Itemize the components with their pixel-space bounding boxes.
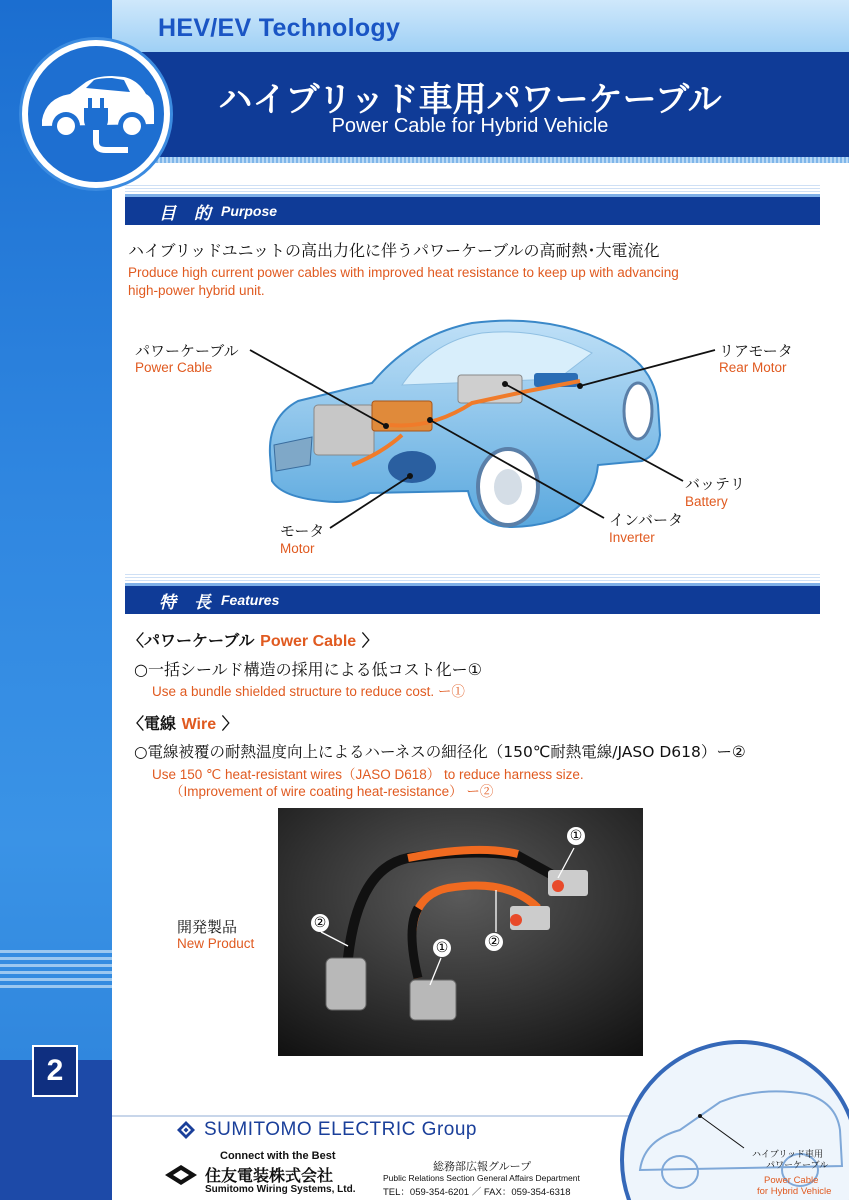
label-motor-en: Motor — [280, 541, 315, 556]
purpose-text-en-1: Produce high current power cables with improved heat resistance to keep up with advancing — [128, 265, 679, 280]
features-heading-jp: 特 長 — [159, 593, 217, 613]
feature-cable-heading-jp: 〈パワーケーブル — [128, 631, 255, 650]
feature-cable-heading-close: 〉 — [361, 631, 378, 650]
page-number: 2 — [32, 1045, 78, 1097]
section-tag: HEV/EV Technology — [158, 14, 401, 42]
purpose-heading-jp: 目 的 — [159, 204, 217, 224]
feature-cable-item-jp: ○一括シールド構造の採用による低コスト化ー① — [134, 660, 482, 679]
diamond-logo-icon — [176, 1120, 196, 1140]
label-power-cable-en: Power Cable — [135, 360, 213, 375]
corner-label-en-1: Power Cable — [764, 1175, 819, 1186]
feature-wire-heading-close: 〉 — [221, 714, 238, 733]
label-battery-en: Battery — [685, 494, 728, 509]
department-jp: 総務部広報グループ — [433, 1160, 532, 1173]
features-heading-en: Features — [221, 592, 280, 608]
photo-marker-1a: ① — [567, 827, 585, 845]
label-inverter-en: Inverter — [609, 530, 655, 545]
page-title-en: Power Cable for Hybrid Vehicle — [331, 115, 609, 137]
corner-label-jp-1: ハイブリッド車用 — [752, 1150, 824, 1160]
label-battery-jp: バッテリ — [685, 475, 746, 493]
label-rear-motor-jp: リアモータ — [719, 342, 793, 360]
page-title-jp: ハイブリッド車用パワーケーブル — [218, 80, 722, 120]
department-en: Public Relations Section General Affairs Department — [383, 1173, 580, 1183]
feature-wire-item-en-2: （Improvement of wire coating heat-resistance） ー② — [170, 784, 494, 799]
photo-marker-2a: ② — [311, 914, 329, 932]
photo-marker-1b: ① — [433, 939, 451, 957]
feature-wire-heading-en: Wire — [181, 716, 217, 733]
label-rear-motor-en: Rear Motor — [719, 360, 787, 375]
feature-wire-item-en-1: Use 150 ℃ heat-resistant wires（JASO D618） to reduce harness size. — [152, 767, 584, 782]
label-power-cable-jp: パワーケーブル — [135, 342, 239, 360]
feature-wire-item-jp: ○電線被覆の耐熱温度向上によるハーネスの細径化（150℃耐熱電線/JASO D618）ー② — [134, 743, 746, 761]
slogan: Connect with the Best — [220, 1150, 336, 1162]
company-logo — [164, 1164, 198, 1186]
company-name-en: Sumitomo Wiring Systems, Ltd. — [205, 1184, 356, 1195]
corner-label-en-2: for Hybrid Vehicle — [757, 1186, 832, 1197]
feature-wire-heading-jp: 〈電線 — [128, 714, 177, 733]
feature-cable-heading-en: Power Cable — [260, 633, 357, 650]
purpose-text-jp: ハイブリッドユニットの高出力化に伴うパワーケーブルの高耐熱･大電流化 — [128, 241, 660, 260]
company-name-jp: 住友電装株式会社 — [205, 1166, 334, 1185]
new-product-label-jp: 開発製品 — [177, 918, 238, 936]
feature-cable-item-en: Use a bundle shielded structure to reduce cost. ー① — [152, 684, 465, 699]
purpose-heading-en: Purpose — [221, 203, 278, 219]
label-inverter-jp: インバータ — [609, 511, 683, 529]
photo-marker-2b: ② — [485, 933, 503, 951]
group-name: SUMITOMO ELECTRIC Group — [204, 1119, 477, 1140]
company-diamond-icon — [164, 1164, 198, 1186]
purpose-text-en-2: high-power hybrid unit. — [128, 283, 265, 298]
corner-label-jp-2: パワーケーブル — [766, 1161, 829, 1171]
new-product-label-en: New Product — [177, 936, 255, 951]
label-motor-jp: モータ — [280, 522, 325, 540]
sumitomo-group-logo — [176, 1120, 196, 1140]
contact-info: TEL：059-354-6201 ／ FAX：059-354-6318 — [383, 1187, 571, 1198]
